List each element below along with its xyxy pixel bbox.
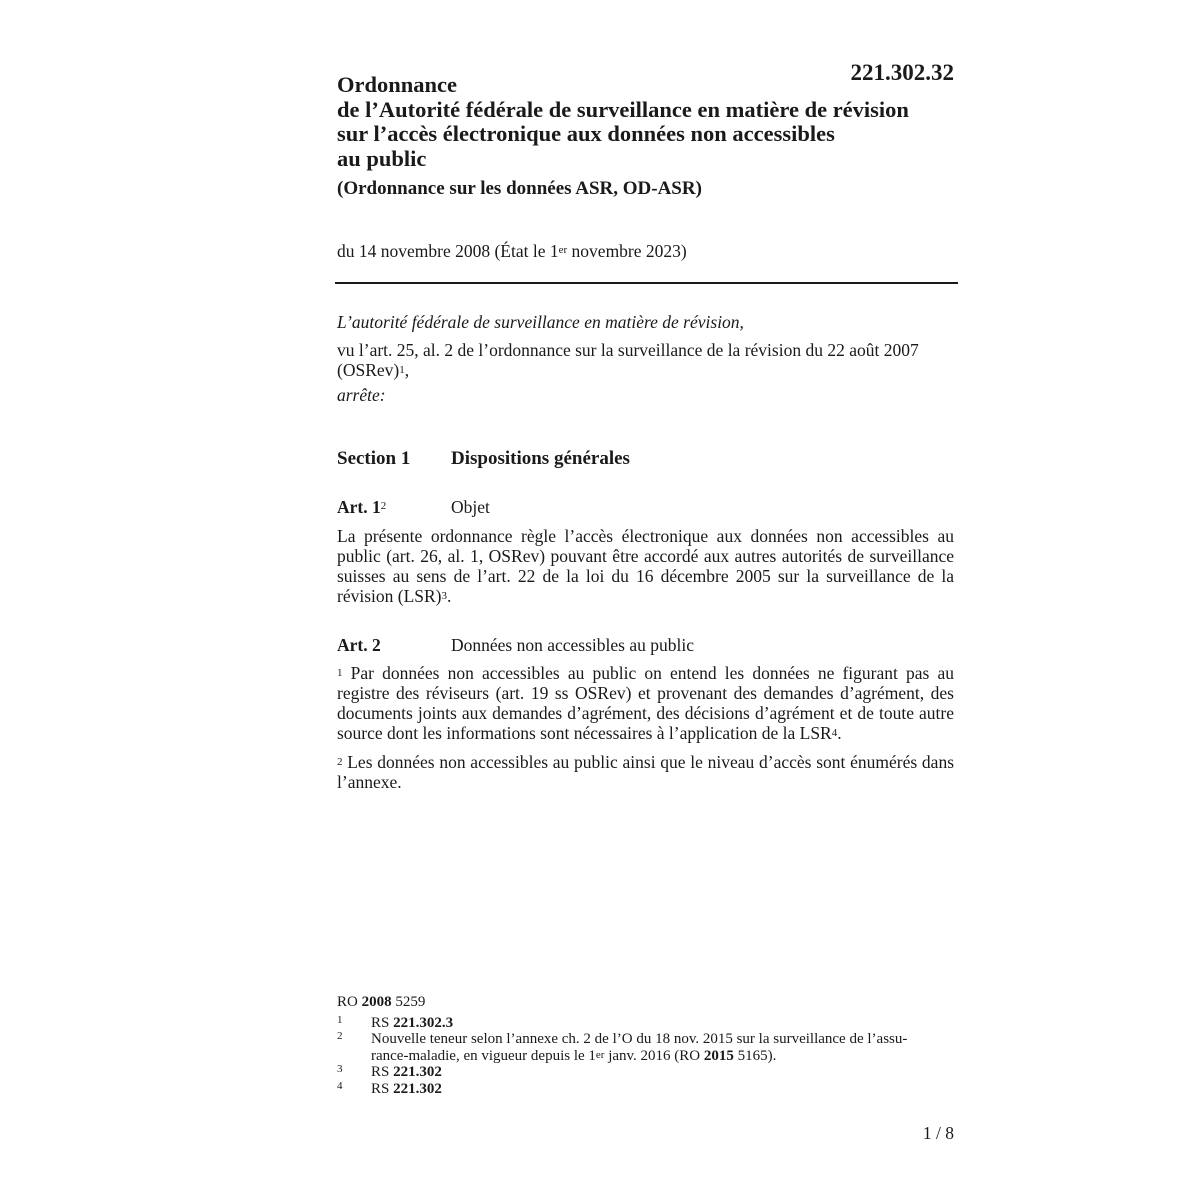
article-number: Art. 2 [337, 635, 381, 655]
footnote-number: 4 [337, 1080, 343, 1092]
title-line: Ordonnance [337, 72, 458, 97]
section-title: Dispositions générales [451, 448, 630, 469]
footnote-ref-2[interactable]: 2 [380, 500, 387, 512]
ro-page: 5259 [391, 994, 426, 1010]
article-number [337, 496, 451, 518]
footnote-prefix: RS [371, 1015, 394, 1031]
page-number: 1 / 8 [922, 1123, 954, 1143]
date-superscript: er [558, 244, 568, 256]
footnote [337, 1015, 957, 1032]
date-suffix: novembre 2023) [567, 241, 687, 261]
page-subtitle: (Ordonnance sur les données ASR, OD-ASR) [337, 178, 702, 199]
date-line [337, 240, 957, 262]
footnote-text-part: janv. 2016 (RO [604, 1047, 704, 1064]
title-line: de l’Autorité fédérale de surveillance en matière de révision [337, 96, 909, 122]
article-number-text: Art. 1 [337, 497, 381, 517]
preamble-basis-text: (OSRev) [337, 360, 400, 380]
article-2-paragraph-1-end: . [837, 723, 842, 743]
footnote-superscript: er [595, 1048, 605, 1061]
footnote-text [371, 1015, 957, 1032]
ro-prefix: RO [337, 994, 362, 1010]
footnote-ro-year: 2015 [703, 1047, 734, 1064]
footnote-sr: 221.302.3 [393, 1015, 454, 1031]
article-1-end: . [447, 586, 452, 606]
title-line: au public [337, 145, 427, 171]
preamble-basis-line: vu l’art. 25, al. 2 de l’ordonnance sur la surveillance de la révision du 22 août 2007 [337, 340, 919, 360]
footnote-text [371, 1081, 957, 1098]
page-title [337, 73, 977, 171]
date-prefix: du 14 novembre 2008 (État le 1 [337, 241, 559, 261]
ro-reference [337, 993, 957, 1011]
article-heading [337, 496, 957, 518]
footnote [337, 1081, 957, 1098]
footnote [337, 1031, 957, 1065]
paragraph-number: 1 [337, 667, 343, 679]
footnote-text-part: 5165). [733, 1047, 777, 1064]
footnote-number: 3 [337, 1063, 343, 1075]
article-2-paragraph-1-text: Par données non accessibles au public on entend les données ne figurant pas au registre des réviseurs (art. 19 ss OSRev) et provenant des demandes d’agrément, des documents joints aux demandes d’agrément, des décisions d’agrément et de toute autre source dont les informations sont nécessaires à l’application de la LSR [337, 663, 954, 743]
article-title: Données non accessibles au public [451, 635, 694, 655]
section-heading [337, 447, 957, 471]
sr-number: 221.302.32 [850, 60, 954, 85]
ro-year: 2008 [361, 994, 392, 1010]
footnote-ref-4[interactable]: 4 [831, 727, 838, 739]
preamble-basis-end: , [404, 360, 410, 380]
title-line: sur l’accès électronique aux données non accessibles [337, 121, 835, 146]
header-divider [335, 282, 958, 284]
article-heading [337, 634, 957, 656]
footnote-text [371, 1031, 957, 1064]
footnote-number: 2 [337, 1030, 343, 1042]
article-2-paragraph-2 [337, 752, 954, 792]
article-1-text [337, 526, 954, 606]
footnote-sr: 221.302 [393, 1064, 442, 1080]
footnote [337, 1064, 957, 1081]
footnote-line: Nouvelle teneur selon l’annexe ch. 2 de l’O du 18 nov. 2015 sur la surveillance de l’assu- [371, 1031, 908, 1047]
paragraph-number: 2 [337, 756, 343, 768]
footnote-line [371, 1048, 957, 1065]
footnote-text-part: rance-maladie, en vigueur depuis le 1 [371, 1047, 596, 1064]
preamble-decision: arrête: [337, 385, 386, 405]
preamble-authority: L’autorité fédérale de surveillance en matière de révision, [337, 312, 744, 332]
preamble-basis-line [337, 360, 957, 380]
footnote-prefix: RS [371, 1064, 394, 1080]
article-title: Objet [451, 497, 490, 517]
preamble-basis [337, 340, 957, 380]
footnote-ref-3[interactable]: 3 [441, 590, 448, 602]
footnote-ref-1[interactable]: 1 [399, 364, 405, 376]
article-2-paragraph-1 [337, 663, 954, 743]
article-1-body: La présente ordonnance règle l’accès électronique aux données non accessibles au public (art. 26, al. 1, OSRev) pouvant être accordé aux autres autorités de surveillance suisses au sens de l’art. 22 de la loi du 16 décembre 2005 sur la surveillance de la révision (LSR) [337, 526, 954, 606]
section-number: Section 1 [337, 448, 411, 469]
footnote-prefix: RS [371, 1081, 394, 1097]
footnote-sr: 221.302 [393, 1081, 442, 1097]
footnote-text [371, 1064, 957, 1081]
footnote-number: 1 [337, 1014, 343, 1026]
article-2-paragraph-2-text: Les données non accessibles au public ainsi que le niveau d’accès sont énumérés dans l’annexe. [337, 752, 954, 792]
